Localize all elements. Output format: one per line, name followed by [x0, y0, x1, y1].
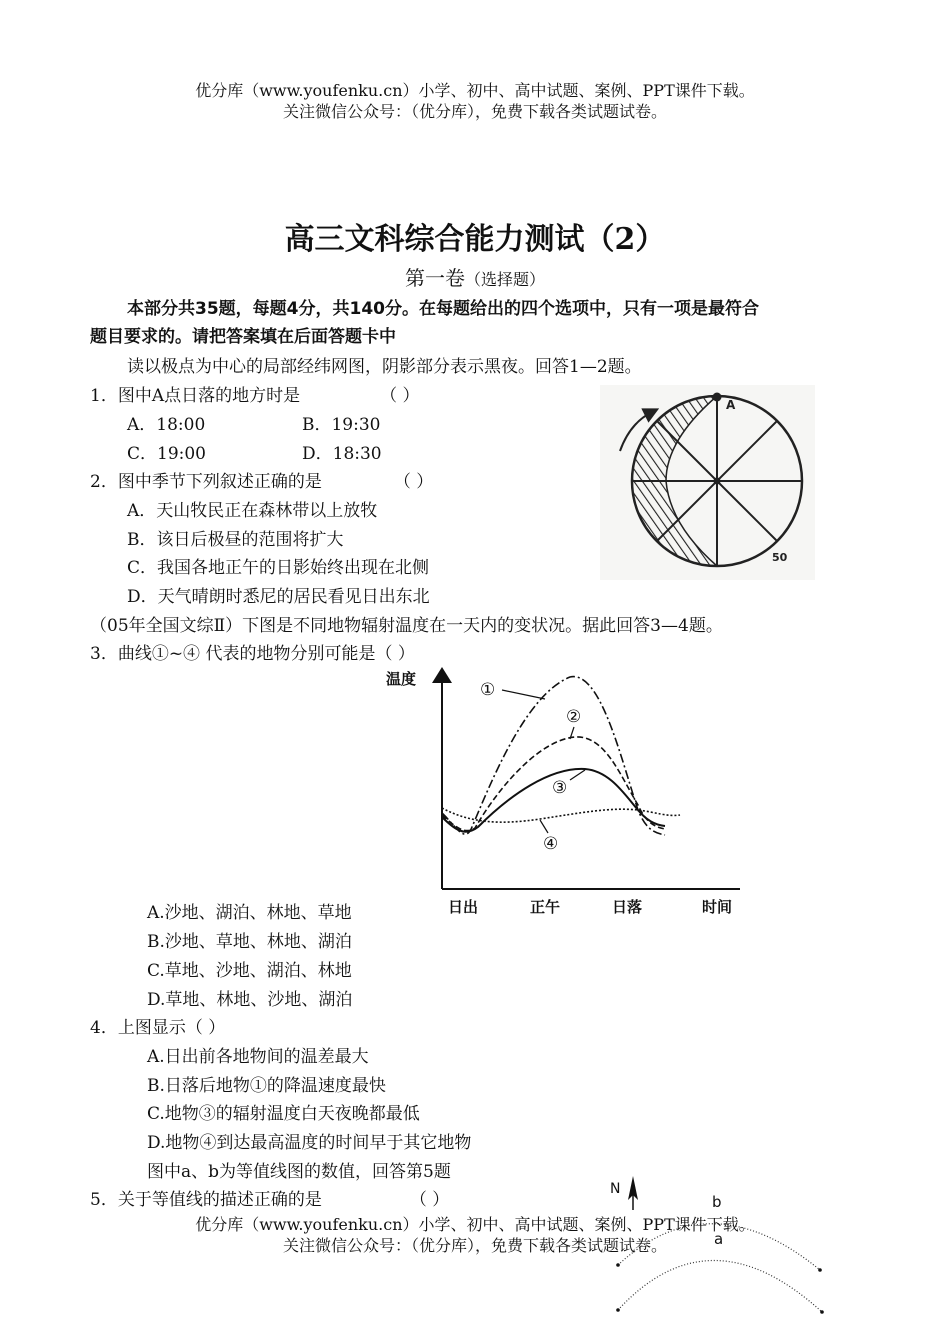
- q1-option-a: A．18:00: [127, 415, 206, 435]
- q2-option-d: D．天气晴朗时悉尼的居民看见日出东北: [127, 587, 430, 607]
- q1-option-b: B．19:30: [302, 415, 381, 435]
- q1-stem: [90, 381, 420, 406]
- curve-2-label: ②: [566, 707, 582, 727]
- north-label: N: [610, 1181, 621, 1197]
- section-title: [0, 262, 950, 291]
- curve-1: [442, 677, 665, 835]
- curve-4-label: ④: [543, 834, 559, 854]
- contour-endpoint: [820, 1310, 824, 1314]
- curve-4-leader: [540, 820, 548, 833]
- intro-q5: 图中a、b为等值线图的数值，回答第5题: [147, 1162, 451, 1182]
- q2-option-a: A．天山牧民正在森林带以上放牧: [127, 501, 378, 521]
- latitude-50-label: 50: [772, 551, 788, 564]
- section-main: 第一卷: [404, 266, 465, 290]
- x-tick-sunset: 日落: [612, 898, 643, 916]
- q3-option-b: B.沙地、草地、林地、湖泊: [147, 932, 352, 952]
- q5-stem-text: 5．关于等值线的描述正确的是: [90, 1190, 322, 1210]
- q5-stem: [90, 1185, 449, 1210]
- intro-q3-4: （05年全国文综Ⅱ）下图是不同地物辐射温度在一天内的变状况。据此回答3—4题。: [90, 616, 723, 636]
- q1-answer-paren: （ ）: [380, 386, 420, 406]
- footer-line-2: 关注微信公众号：（优分库），免费下载各类试题试卷。: [282, 1236, 667, 1255]
- q3-option-c: C.草地、沙地、湖泊、林地: [147, 961, 352, 981]
- section-sub: （选择题）: [464, 270, 545, 289]
- q1-option-c: C．19:00: [127, 444, 206, 464]
- curve-1-label: ①: [480, 680, 496, 700]
- contour-a-label: a: [714, 1230, 724, 1248]
- q4-stem: 4．上图显示（ ）: [90, 1018, 226, 1038]
- contour-line-a: [618, 1260, 822, 1312]
- header-line-2: 关注微信公众号：（优分库），免费下载各类试题试卷。: [282, 102, 667, 121]
- point-a-marker: [713, 393, 722, 402]
- q2-option-c: C．我国各地正午的日影始终出现在北侧: [127, 558, 430, 578]
- contour-endpoint: [616, 1308, 620, 1312]
- q4-option-d: D.地物④到达最高温度的时间早于其它地物: [147, 1133, 472, 1153]
- point-a-label: A: [726, 398, 736, 412]
- x-tick-noon: 正午: [530, 898, 561, 916]
- header-line-1: 优分库（www.youfenku.cn）小学、初中、高中试题、案例、PPT课件下载。: [195, 81, 755, 100]
- x-tick-sunrise: 日出: [448, 898, 479, 916]
- curve-3-leader: [570, 770, 585, 780]
- contour-endpoint: [818, 1268, 822, 1272]
- q2-answer-paren: （ ）: [393, 472, 434, 492]
- footer-line-1: 优分库（www.youfenku.cn）小学、初中、高中试题、案例、PPT课件下载。: [195, 1215, 755, 1234]
- q3-stem: 3．曲线①~④ 代表的地物分别可能是（ ）: [90, 644, 415, 664]
- pole-point: [714, 478, 721, 485]
- q2-stem: [90, 467, 433, 492]
- curve-1-leader: [502, 690, 545, 699]
- instructions-line-2: 题目要求的。请把答案填在后面答题卡中: [90, 327, 396, 347]
- temperature-chart: [380, 665, 760, 920]
- q5-answer-paren: （ ）: [409, 1190, 450, 1210]
- curve-3-label: ③: [552, 778, 568, 798]
- page-title: 高三文科综合能力测试（2）: [284, 222, 666, 257]
- x-axis-label: 时间: [702, 898, 733, 916]
- q4-option-c: C.地物③的辐射温度白天夜晚都最低: [147, 1104, 420, 1124]
- q4-option-a: A.日出前各地物间的温差最大: [147, 1047, 369, 1067]
- contour-b-label: b: [712, 1193, 722, 1211]
- q2-option-b: B．该日后极昼的范围将扩大: [127, 530, 344, 550]
- y-axis-label: 温度: [386, 670, 417, 688]
- q2-stem-text: 2．图中季节下列叙述正确的是: [90, 472, 322, 492]
- q3-option-d: D.草地、林地、沙地、湖泊: [147, 990, 353, 1010]
- instructions-line-1: 本部分共35题，每题4分，共140分。在每题给出的四个选项中，只有一项是最符合: [127, 299, 759, 319]
- q1-stem-text: 1．图中A点日落的地方时是: [90, 386, 301, 406]
- polar-map-figure: [600, 385, 815, 580]
- q1-option-d: D．18:30: [302, 444, 382, 464]
- q3-option-a: A.沙地、湖泊、林地、草地: [147, 903, 352, 923]
- q4-option-b: B.日落后地物①的降温速度最快: [147, 1076, 386, 1096]
- intro-q1-2: 读以极点为中心的局部经纬网图，阴影部分表示黑夜。回答1—2题。: [127, 357, 642, 377]
- contour-endpoint: [616, 1263, 620, 1267]
